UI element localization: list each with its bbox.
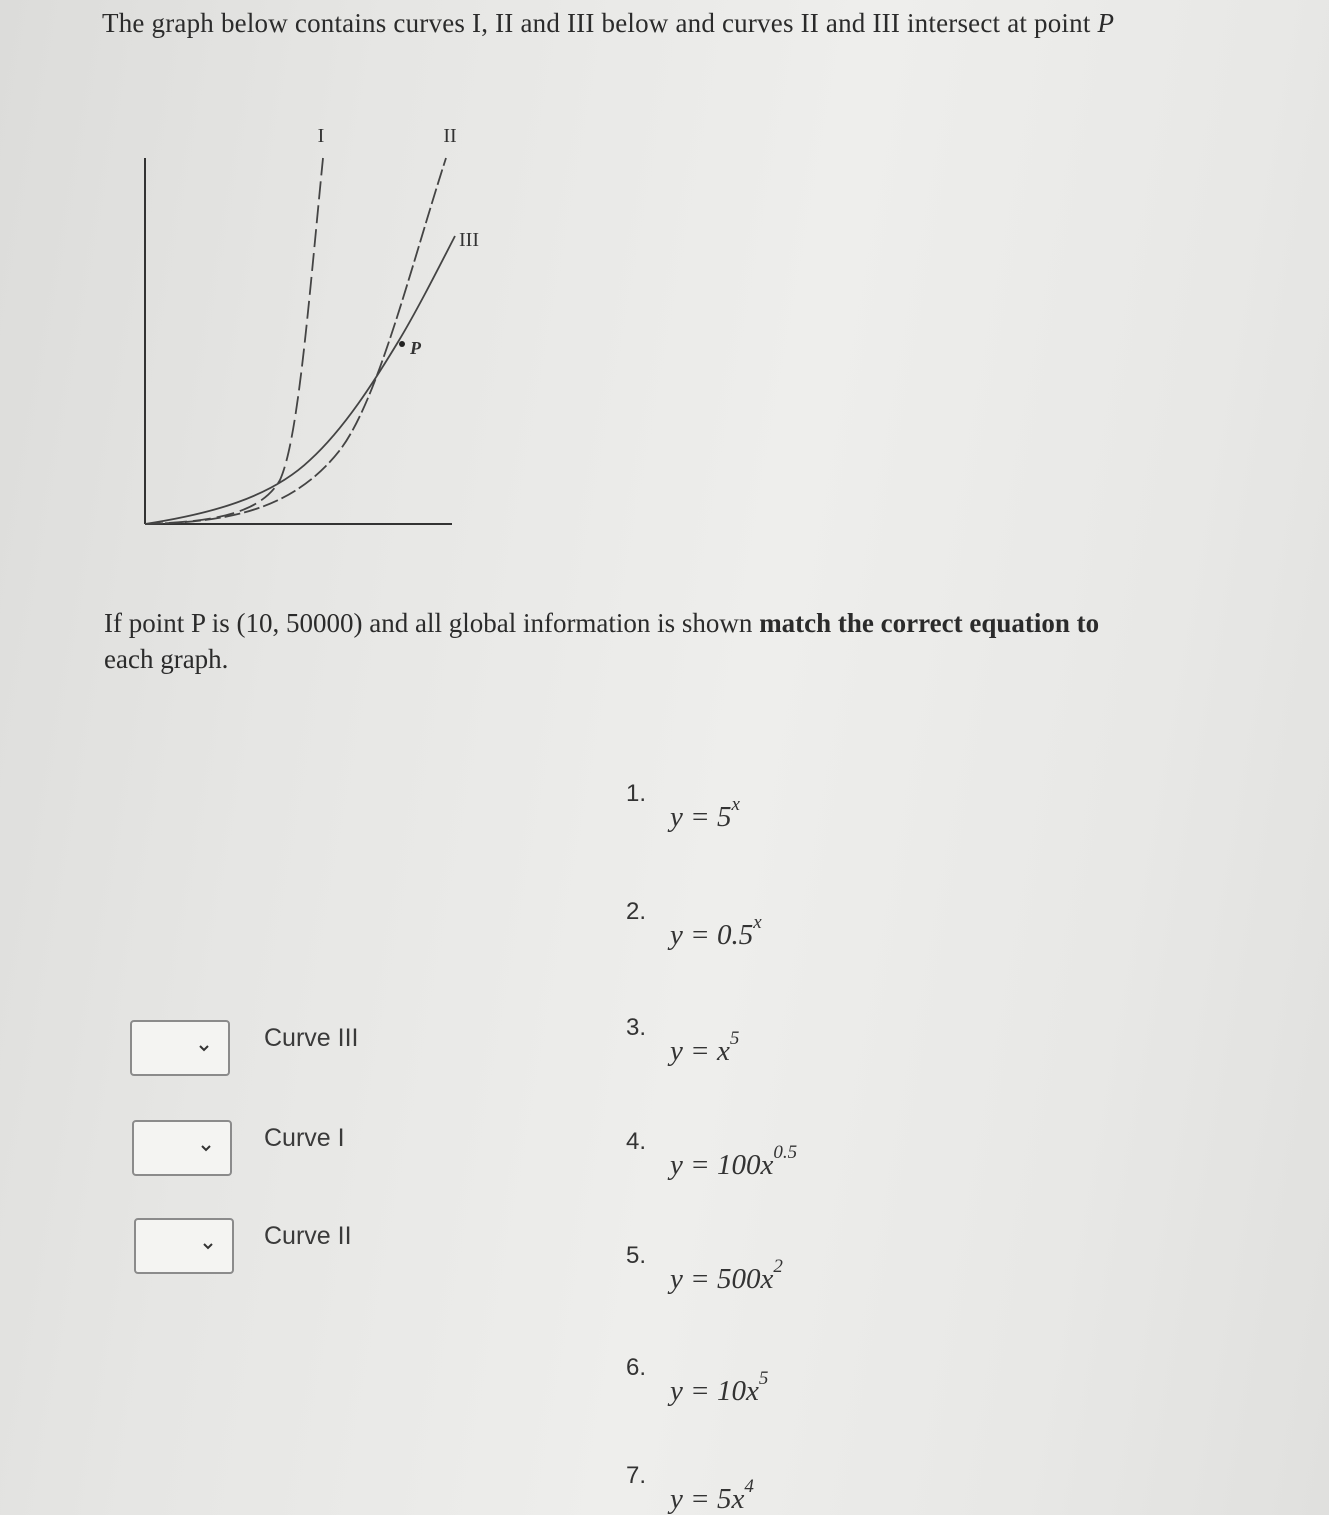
equation-base: y = 5x <box>670 1483 745 1515</box>
curve-i <box>145 158 323 524</box>
option-number: 2. <box>626 898 647 925</box>
match-row-curve-iii <box>130 1018 450 1078</box>
point-p-label: P <box>410 338 421 358</box>
equation-exponent: 5 <box>758 1368 769 1389</box>
option-3 <box>620 1014 1020 1074</box>
question-text-body: The graph below contains curves I, II and III below and curves II and III intersect at point <box>102 8 1098 38</box>
option-equation <box>670 1256 783 1296</box>
option-number: 6. <box>626 1354 647 1381</box>
equation-exponent: 5 <box>729 1028 740 1049</box>
match-row-curve-i <box>130 1118 450 1178</box>
curve-iii-label: III <box>459 229 479 251</box>
option-equation <box>670 1368 768 1408</box>
option-1 <box>620 780 1020 840</box>
equation-exponent: 2 <box>773 1256 783 1277</box>
curve-ii-label: II <box>443 125 457 147</box>
equation-exponent: 4 <box>744 1476 754 1497</box>
option-equation <box>670 1142 797 1182</box>
equation-exponent: x <box>753 912 762 933</box>
equation-base: y = 10x <box>670 1375 759 1407</box>
option-equation <box>670 794 740 834</box>
equation-exponent: x <box>731 794 740 815</box>
option-number: 5. <box>626 1242 647 1269</box>
option-5 <box>620 1242 1020 1302</box>
option-number: 4. <box>626 1128 647 1155</box>
match-label: Curve I <box>264 1124 345 1152</box>
curve-i-label: I <box>317 125 325 147</box>
option-equation <box>670 912 762 952</box>
equation-base: y = 5 <box>670 801 732 833</box>
equation-base: y = 500x <box>670 1263 774 1295</box>
point-p-marker <box>399 341 405 347</box>
curve-i-select[interactable] <box>132 1120 232 1176</box>
equation-exponent: 0.5 <box>773 1142 798 1163</box>
equation-base: y = x <box>670 1035 730 1067</box>
chevron-down-icon <box>200 1142 212 1154</box>
option-number: 7. <box>626 1462 647 1489</box>
chevron-down-icon <box>198 1042 210 1054</box>
instructions <box>104 605 1164 677</box>
option-4 <box>620 1128 1020 1188</box>
chevron-down-icon <box>202 1240 214 1252</box>
option-6 <box>620 1354 1020 1414</box>
option-2 <box>620 898 1020 958</box>
curves-graph <box>130 110 510 540</box>
option-7 <box>620 1462 1020 1515</box>
option-equation <box>670 1028 739 1068</box>
match-label: Curve II <box>264 1222 352 1250</box>
equation-base: y = 0.5 <box>670 919 754 951</box>
equation-base: y = 100x <box>670 1149 774 1181</box>
question-point-label: P <box>1097 8 1115 38</box>
option-number: 1. <box>626 780 647 807</box>
instructions-bold: match the correct equation to <box>759 608 1100 638</box>
curve-ii-select[interactable] <box>134 1218 234 1274</box>
curves-figure <box>130 110 510 540</box>
option-number: 3. <box>626 1014 647 1041</box>
question-text <box>102 8 1114 39</box>
instructions-prefix: If point P is (10, 50000) and all global information is shown <box>104 608 760 638</box>
curve-iii-select[interactable] <box>130 1020 230 1076</box>
match-label: Curve III <box>264 1024 359 1052</box>
option-equation <box>670 1476 754 1515</box>
match-row-curve-ii <box>130 1216 450 1276</box>
curve-ii <box>145 158 446 524</box>
instructions-suffix: each graph. <box>104 644 229 674</box>
